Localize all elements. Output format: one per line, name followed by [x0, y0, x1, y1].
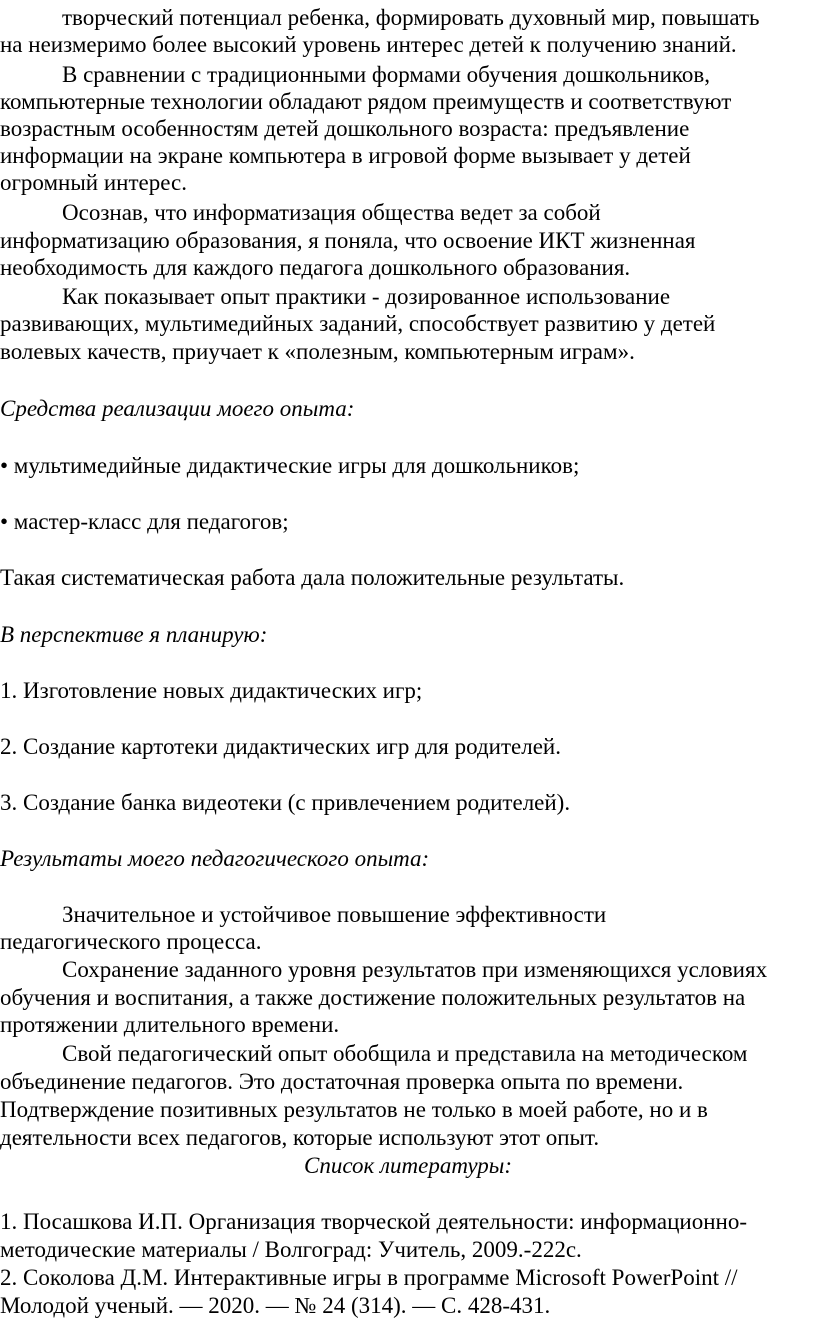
section-heading: Средства реализации моего опыта:: [0, 396, 355, 421]
text-line: обучения и воспитания, а также достижение положительных результатов на: [0, 985, 746, 1010]
section-heading: В перспективе я планирую:: [0, 622, 268, 647]
text-line: возрастным особенностям детей дошкольного возраста: предъявление: [0, 116, 690, 141]
text-line: компьютерные технологии обладают рядом преимуществ и соответствуют: [0, 89, 732, 114]
text-line: методические материалы / Волгоград: Учитель, 2009.-222с.: [0, 1237, 582, 1262]
text-line: педагогического процесса.: [0, 929, 262, 954]
text-line: Сохранение заданного уровня результатов при изменяющихся условиях: [62, 957, 768, 982]
text-line: Такая систематическая работа дала положительные результаты.: [0, 565, 625, 590]
text-line: объединение педагогов. Это достаточная проверка опыта по времени.: [0, 1069, 684, 1094]
text-line: творческий потенциал ребенка, формировать духовный мир, повышать: [62, 5, 760, 30]
text-line: 1. Изготовление новых дидактических игр;: [0, 678, 423, 703]
text-line: Значительное и устойчивое повышение эффективности: [62, 902, 607, 927]
text-line: Подтверждение позитивных результатов не только в моей работе, но и в: [0, 1097, 708, 1122]
text-line: информатизацию образования, я поняла, что освоение ИКТ жизненная: [0, 228, 696, 253]
text-line: Свой педагогический опыт обобщила и представила на методическом: [62, 1041, 748, 1066]
text-line: развивающих, мультимедийных заданий, способствует развитию у детей: [0, 311, 716, 336]
text-line: протяжении длительного времени.: [0, 1012, 340, 1037]
text-line: информации на экране компьютера в игровой форме вызывает у детей: [0, 143, 691, 168]
text-line: Как показывает опыт практики - дозированное использование: [62, 284, 671, 309]
text-line: • мастер-класс для педагогов;: [0, 509, 289, 534]
text-line: В сравнении с традиционными формами обучения дошкольников,: [62, 62, 711, 87]
text-line: Молодой ученый. — 2020. — № 24 (314). — С. 428-431.: [0, 1293, 551, 1318]
text-line: 2. Создание картотеки дидактических игр для родителей.: [0, 734, 561, 759]
text-line: • мультимедийные дидактические игры для дошкольников;: [0, 453, 580, 478]
section-heading: Результаты моего педагогического опыта:: [0, 846, 430, 871]
text-line: огромный интерес.: [0, 170, 187, 195]
text-line: деятельности всех педагогов, которые используют этот опыт.: [0, 1125, 600, 1150]
text-line: волевых качеств, приучает к «полезным, компьютерным играм».: [0, 339, 635, 364]
text-line: необходимость для каждого педагога дошкольного образования.: [0, 255, 631, 280]
section-heading: Список литературы:: [303, 1153, 512, 1178]
text-line: 2. Соколова Д.М. Интерактивные игры в программе Microsoft PowerPoint //: [0, 1265, 738, 1290]
text-line: Осознав, что информатизация общества ведет за собой: [62, 200, 601, 225]
text-line: 1. Посашкова И.П. Организация творческой деятельности: информационно-: [0, 1209, 747, 1234]
text-line: на неизмеримо более высокий уровень интерес детей к получению знаний.: [0, 32, 737, 57]
text-line: 3. Создание банка видеотеки (с привлечением родителей).: [0, 790, 571, 815]
